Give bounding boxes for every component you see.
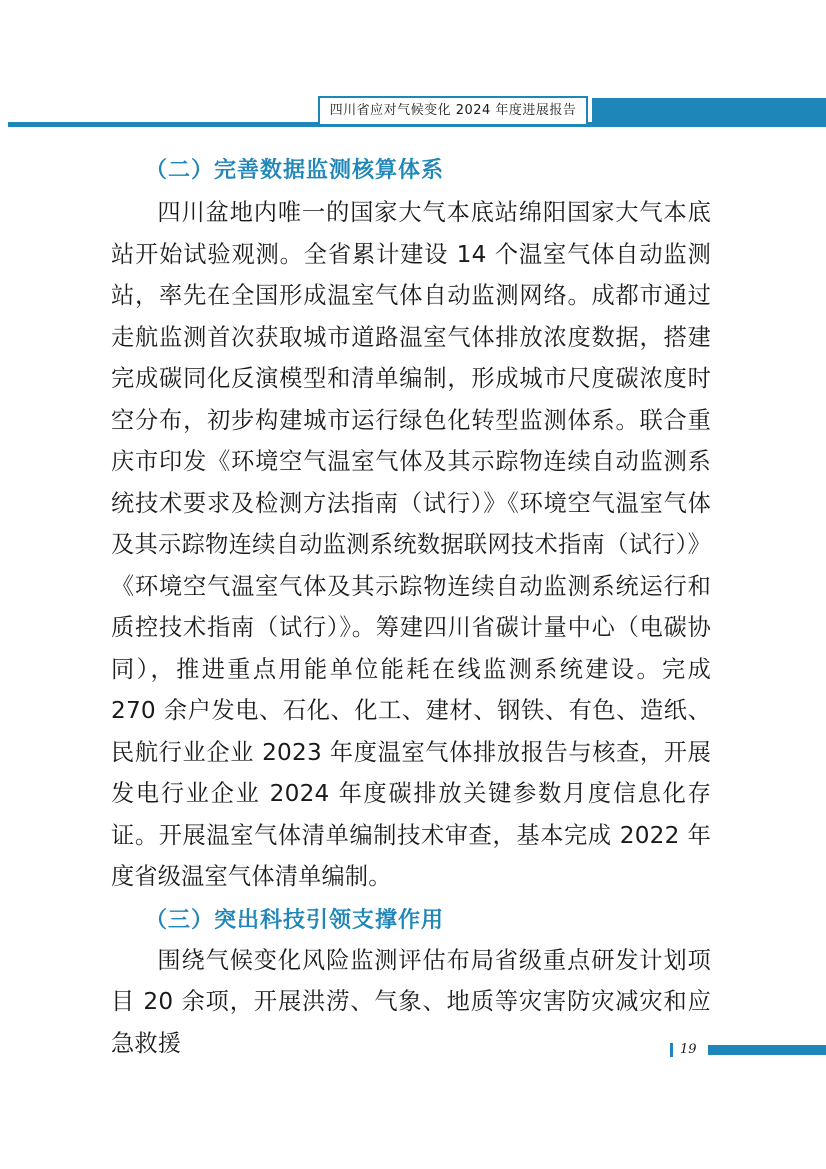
paragraph-science-tech: 围绕气候变化风险监测评估布局省级重点研发计划项目 20 余项，开展洪涝、气象、地质等灾害防灾减灾和应急救援 [111,946,711,1057]
footer-accent-bar [708,1045,826,1055]
footer-marker [670,1043,673,1057]
paragraph-data-monitoring: 四川盆地内唯一的国家大气本底站绵阳国家大气本底站开始试验观测。全省累计建设 14 个温室气体自动监测站，率先在全国形成温室气体自动监测网络。成都市通过走航监测首次获取城市道路温室气体排放浓度数据，搭建完成碳同化反演模型和清单编制，形成城市尺度碳浓度时空分布，初步构建城市运行绿色化转型监测体系。联合重庆市印发《环境空气温室气体及其示踪物连续自动监测系统技术要求及检测方法指南（试行）》《环境空气温室气体及其示踪物连续自动监测系统数据联网技术指南（试行）》《环境空气温室气体及其示踪物连续自动监测系统运行和质控技术指南（试行）》。筹建四川省碳计量中心（电碳协同），推进重点用能单位能耗在线监测系统建设。完成 270 余户发电、石化、化工、建材、钢铁、有色、造纸、民航行业企业 2023 年度温室气体排放报告与核查，开展发电行业企业 2024 年度碳排放关键参数月度信息化存证。开展温室气体清单编制技术审查，基本完成 2022 年度省级温室气体清单编制。 [111,199,711,890]
page-number: 19 [680,1042,697,1057]
section-heading-science-tech: （三）突出科技引领支撑作用 [145,906,445,933]
running-header-title: 四川省应对气候变化 2024 年度进展报告 [329,103,577,118]
section-heading-data-monitoring: （二）完善数据监测核算体系 [145,157,445,183]
header-accent-block [592,98,826,122]
page-content [111,150,711,1064]
